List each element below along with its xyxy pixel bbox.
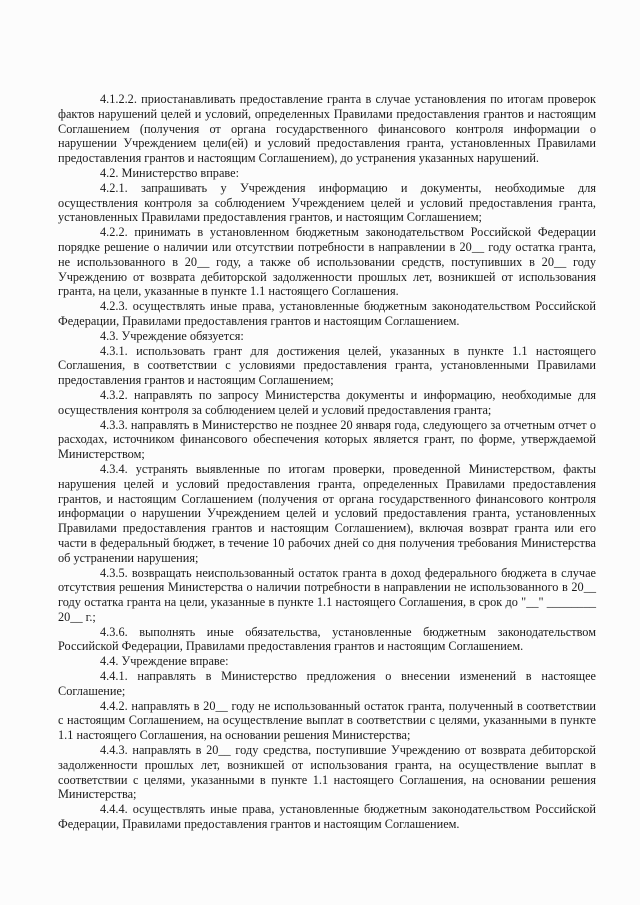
paragraph-4-2-3: 4.2.3. осуществлять иные права, установленные бюджетным законодательством Российской Федерации, Правилами предоставления грантов и настоящим Соглашением. [58,299,596,328]
paragraph-4-3-3: 4.3.3. направлять в Министерство не позднее 20 января года, следующего за отчетным отчет о расходах, источником финансового обеспечения которых является грант, по форме, утверждаемой Министерством; [58,417,596,462]
paragraph-4-3: 4.3. Учреждение обязуется: [100,328,244,343]
paragraph-4-2: 4.2. Министерство вправе: [100,165,240,180]
paragraph-4-2-2: 4.2.2. принимать в установленном бюджетным законодательством Российской Федерации порядке решение о наличии или отсутствии потребности в направлении в 20__ году остатка гранта, не использованного в 20__ году, а также об использовании средств, поступивших в 20__ году Учреждению от возврата дебиторской задолженности прошлых лет, возникшей от использования гранта, на цели, указанные в пункте 1.1 настоящего Соглашения. [58,225,596,299]
paragraph-4-2-1: 4.2.1. запрашивать у Учреждения информацию и документы, необходимые для осуществления контроля за соблюдением Учреждением целей и условий предоставления гранта, установленных Правилами предоставления грантов, и настоящим Соглашением; [58,180,596,225]
paragraph-4-3-2: 4.3.2. направлять по запросу Министерства документы и информацию, необходимые для осуществления контроля за соблюдением целей и условий предоставления гранта; [58,387,596,417]
paragraph-4-4: 4.4. Учреждение вправе: [100,654,229,669]
paragraph-4-4-1: 4.4.1. направлять в Министерство предложения о внесении изменений в настоящее Соглашение; [58,669,596,698]
paragraph-4-3-6: 4.3.6. выполнять иные обязательства, установленные бюджетным законодательством Российской Федерации, Правилами предоставления грантов и настоящим Соглашением. [58,624,596,654]
paragraph-4-4-3: 4.4.3. направлять в 20__ году средства, поступившие Учреждению от возврата дебиторской задолженности прошлых лет, возникшей от использования гранта, на осуществление выплат в соответствии с целями, указанными в пункте 1.1 настоящего Соглашения, на основании решения Министерства; [58,743,596,802]
paragraph-4-3-5: 4.3.5. возвращать неиспользованный остаток гранта в доход федерального бюджета в случае отсутствия решения Министерства о наличии потребности в направлении не использованного в 20__ году остатка гранта на цели, указанные в пункте 1.1 настоящего Соглашения, в срок до "__" ________ 20__ г.; [58,565,596,624]
paragraph-4-3-1: 4.3.1. использовать грант для достижения целей, указанных в пункте 1.1 настоящего Соглашения, в соответствии с условиями предоставления гранта, установленными Правилами предоставления грантов и настоящим Соглашением; [58,343,596,388]
paragraph-4-4-2: 4.4.2. направлять в 20__ году не использованный остаток гранта, полученный в соответствии с настоящим Соглашением, на осуществление выплат в соответствии с целями, указанными в пункте 1.1 настоящего Соглашения, на основании решения Министерства; [58,698,596,743]
paragraph-4-4-4: 4.4.4. осуществлять иные права, установленные бюджетным законодательством Российской Федерации, Правилами предоставления грантов и настоящим Соглашением. [58,802,596,832]
paragraph-4-1-2-2: 4.1.2.2. приостанавливать предоставление гранта в случае установления по итогам проверок фактов нарушений целей и условий, определенных Правилами предоставления грантов и настоящим Соглашением (получения от органа государственного финансового контроля информации о нарушении Учреждением цели(ей) и условий предоставления гранта, установленных Правилами предоставления грантов и настоящим Соглашением), до устранения указанных нарушений. [58,92,596,166]
document-body [58,92,596,832]
paragraph-4-3-4: 4.3.4. устранять выявленные по итогам проверки, проведенной Министерством, факты нарушения целей и условий предоставления гранта, определенных Правилами предоставления грантов, и настоящим Соглашением (получения от органа государственного финансового контроля информации о нарушении Учреждением целей и условий предоставления гранта, установленных Правилами предоставления грантов и настоящим Соглашением), включая возврат гранта или его части в федеральный бюджет, в течение 10 рабочих дней со дня получения требования Министерства об устранении нарушения; [58,461,596,565]
